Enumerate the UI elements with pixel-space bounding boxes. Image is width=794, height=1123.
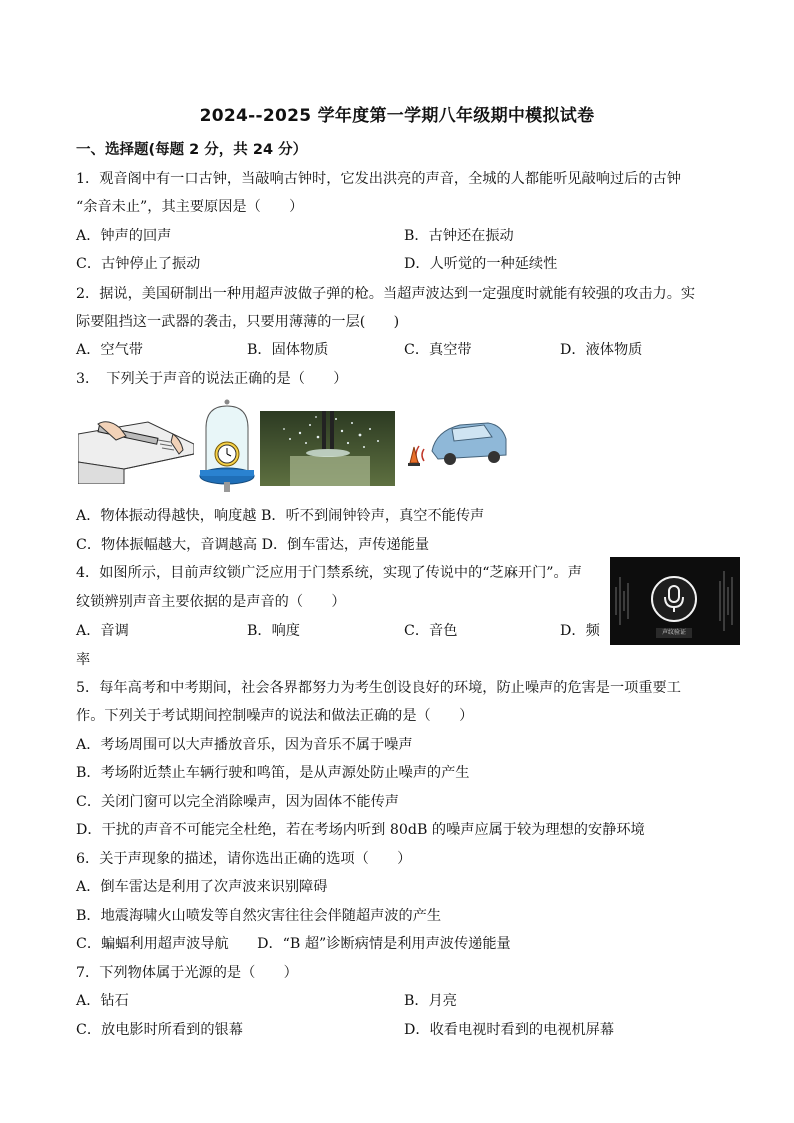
q7-option-c: C．放电影时所看到的银幕 bbox=[76, 1022, 243, 1038]
q7-stem: 7．下列物体属于光源的是（ ） bbox=[76, 965, 298, 981]
q5-option-b: B．考场附近禁止车辆行驶和鸣笛，是从声源处防止噪声的产生 bbox=[76, 765, 470, 781]
q1-option-d: D．人听觉的一种延续性 bbox=[404, 256, 558, 272]
section-heading: 一、选择题(每题 2 分，共 24 分） bbox=[76, 142, 308, 158]
q4-option-b: B．响度 bbox=[247, 623, 300, 639]
q7-option-b: B．月亮 bbox=[404, 993, 457, 1009]
q7-option-d: D．收看电视时看到的电视机屏幕 bbox=[404, 1022, 615, 1038]
q7-option-a: A．钻石 bbox=[76, 993, 129, 1009]
q6-stem: 6．关于声现象的描述，请你选出正确的选项（ ） bbox=[76, 851, 412, 867]
q2-option-b: B．固体物质 bbox=[247, 342, 329, 358]
q2-option-d: D．液体物质 bbox=[560, 342, 643, 358]
q6-option-b: B．地震海啸火山喷发等自然灾害往往会伴随超声波的产生 bbox=[76, 908, 442, 924]
q5-option-d: D．干扰的声音不可能完全杜绝，若在考场内听到 80dB 的噪声应属于较为理想的安静环境 bbox=[76, 822, 645, 838]
q2-option-c: C．真空带 bbox=[404, 342, 472, 358]
q2-stem-2: 际要阻挡这一武器的袭击，只要用薄薄的一层( ) bbox=[76, 314, 400, 330]
q4-option-d-wrap: 率 bbox=[76, 652, 91, 668]
q1-option-b: B．古钟还在振动 bbox=[404, 228, 514, 244]
q3-options-ab: A．物体振动得越快，响度越 B．听不到闹钟铃声，真空不能传声 bbox=[76, 508, 485, 524]
q4-stem-1: 4．如图所示，目前声纹锁广泛应用于门禁系统，实现了传说中的“芝麻开门”。声 bbox=[76, 565, 582, 581]
ruler-on-table-image bbox=[78, 414, 194, 484]
q6-option-a: A．倒车雷达是利用了次声波来识别障碍 bbox=[76, 879, 328, 895]
q5-option-c: C．关闭门窗可以完全消除噪声，因为固体不能传声 bbox=[76, 794, 399, 810]
q1-stem-2: “余音未止”，其主要原因是（ ） bbox=[76, 199, 304, 215]
q5-stem-1: 5．每年高考和中考期间，社会各界都努力为考生创设良好的环境，防止噪声的危害是一项重要工 bbox=[76, 680, 681, 696]
q4-stem-2: 纹锁辨别声音主要依据的是声音的（ ） bbox=[76, 594, 346, 610]
q3-stem: 3． 下列关于声音的说法正确的是（ ） bbox=[76, 371, 348, 387]
voiceprint-lock-image bbox=[610, 557, 740, 645]
voiceprint-label: 声纹验证 bbox=[661, 629, 686, 636]
q5-option-a: A．考场周围可以大声播放音乐，因为音乐不属于噪声 bbox=[76, 737, 413, 753]
q2-option-a: A．空气带 bbox=[76, 342, 143, 358]
q5-stem-2: 作。下列关于考试期间控制噪声的说法和做法正确的是（ ） bbox=[76, 708, 474, 724]
q2-stem-1: 2．据说，美国研制出一种用超声波做子弹的枪。当超声波达到一定强度时就能有较强的攻击力。实 bbox=[76, 286, 696, 302]
q6-options-cd: C．蝙蝠利用超声波导航 D．“B 超”诊断病情是利用声波传递能量 bbox=[76, 936, 511, 952]
q1-option-a: A．钟声的回声 bbox=[76, 228, 172, 244]
q4-option-a: A．音调 bbox=[76, 623, 129, 639]
reversing-car-radar-image bbox=[402, 411, 510, 473]
q4-option-d: D．频 bbox=[560, 623, 600, 639]
q4-option-c: C．音色 bbox=[404, 623, 458, 639]
q1-option-c: C．古钟停止了振动 bbox=[76, 256, 201, 272]
page-title: 2024--2025 学年度第一学期八年级期中模拟试卷 bbox=[199, 106, 595, 126]
q3-options-cd: C．物体振幅越大，音调越高 D．倒车雷达，声传递能量 bbox=[76, 537, 430, 553]
tuning-fork-water-image bbox=[260, 411, 395, 486]
bell-jar-clock-image bbox=[196, 398, 258, 496]
q1-stem-1: 1．观音阁中有一口古钟，当敲响古钟时，它发出洪亮的声音，全城的人都能听见敲响过后的古钟 bbox=[76, 171, 681, 187]
